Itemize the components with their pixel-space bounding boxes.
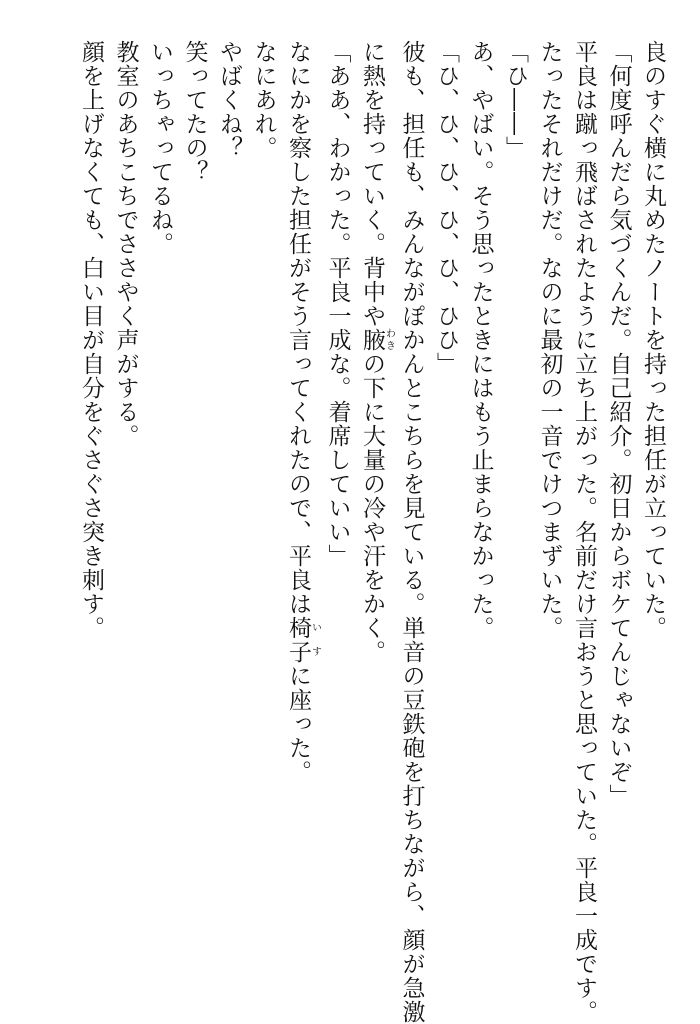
ruby-base: 腋 — [359, 328, 385, 352]
text-line: やばくね？ — [216, 40, 242, 160]
ruby-reading: いす — [309, 616, 321, 664]
text-line: あ、やばい。そう思ったときにはもう止まらなかった。 — [467, 40, 494, 640]
ruby-word — [285, 616, 321, 664]
text-line: いっちゃってるね。 — [147, 40, 173, 256]
text-line: 教室のあちこちでささやく声がする。 — [112, 40, 139, 448]
line-segment: の下に大量の冷や汗をかく。 — [359, 352, 385, 664]
line-segment: に座った。 — [285, 664, 311, 784]
ruby-word — [359, 328, 395, 352]
text-line — [355, 40, 395, 980]
text-line: 「何度呼んだら気づくんだ。自己紹介。初日からボケてんじゃないぞ」 — [605, 40, 632, 808]
text-line: 彼も、担任も、みんながぽかんとこちらを見ている。単音の豆鉄砲を打ちながら、顔が急激 — [398, 40, 425, 1024]
ruby-reading: わき — [383, 328, 395, 352]
text-line: なにあれ。 — [250, 40, 277, 160]
ruby-base: 椅子 — [285, 616, 311, 664]
line-segment: に熱を持っていく。背中や — [359, 40, 385, 328]
text-line: 笑ってたの？ — [181, 40, 208, 184]
text-line: たったそれだけだ。なのに最初の一音でけつまずいた。 — [536, 40, 563, 640]
text-line: 「ひ――」 — [502, 40, 528, 160]
vertical-text-body — [74, 40, 671, 1024]
text-line: 良のすぐ横に丸めたノートを持った担任が立っていた。 — [640, 40, 666, 640]
text-line: 「ひ、ひ、ひ、ひ、ひ、ひひ」 — [433, 40, 459, 376]
text-line: 平良は蹴っ飛ばされたように立ち上がった。名前だけ言おうと思っていた。平良一成です。 — [571, 40, 597, 1024]
line-segment: なにかを察した担任がそう言ってくれたので、平良は — [285, 40, 311, 616]
text-line — [281, 40, 321, 980]
text-line: 顔を上げなくても、白い目が自分をぐさぐさ突き刺す。 — [78, 40, 104, 640]
text-line: 「ああ、わかった。平良一成な。着席していい」 — [324, 40, 351, 568]
